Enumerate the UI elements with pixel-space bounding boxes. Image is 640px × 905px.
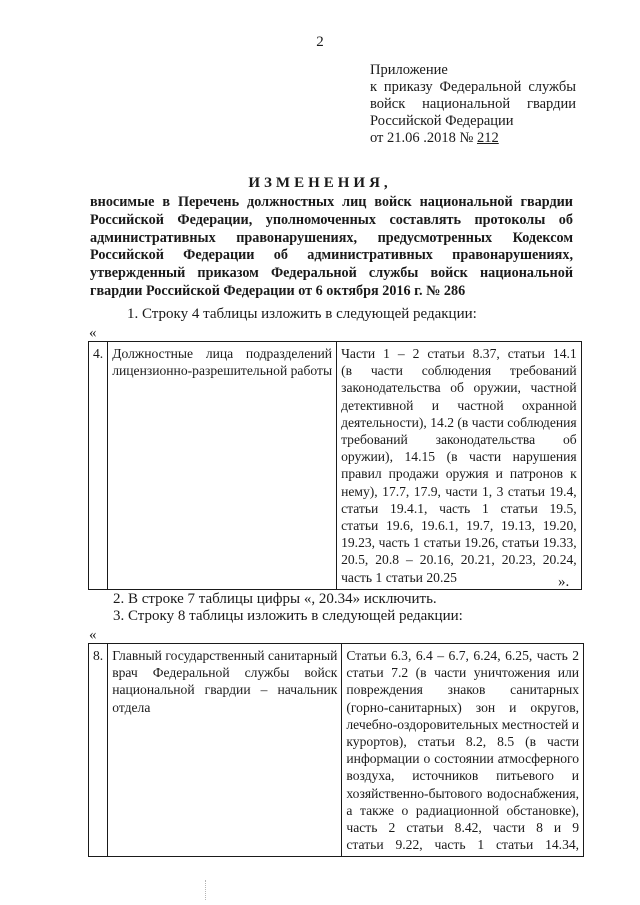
appendix-date-line [370,130,576,147]
scan-artifact [205,880,212,900]
articles-line: воздуха, источников питьевого и [346,768,580,784]
articles-line: детективной и частной охранной [341,397,577,413]
subtitle-line: вносимые в Перечень должностных лиц войск национальной гвардии [90,194,573,210]
page-number: 2 [316,34,324,50]
articles-line: статьи 7.2 (в части уничтожения или [346,665,580,681]
document-subtitle [90,194,573,301]
articles-line: хозяйственно-бытового водоснабжения, [346,785,580,801]
official-line: национальной гвардии – начальник [112,682,338,698]
official-cell [108,342,337,590]
official-line: Главный государственный санитарный [112,648,338,663]
table-row-4 [88,341,582,590]
item-3: 3. Строку 8 таблицы изложить в следующей редакции: [113,608,463,624]
articles-line: оружии), 14.15 (в части нарушения [341,449,577,465]
articles-line: лечебно-оздоровительных местностей и [346,716,580,732]
articles-line: информации о состоянии атмосферного [346,751,580,767]
articles-line: деятельности), 14.2 (в части соблюдения [341,414,577,430]
official-line: Должностные лица подразделений [112,346,333,361]
document-title: ИЗМЕНЕНИЯ, [248,175,392,191]
subtitle-line: утвержденный приказом Федеральной службы войск национальной [90,265,573,282]
official-cell [108,644,342,857]
articles-line: (в части соблюдения требований [341,363,577,379]
appendix-line: к приказу Федеральной службы [370,79,576,95]
articles-line: нему), 17.7, 17.9, части 1, 3 статьи 19.4, [341,483,577,499]
articles-line: 19.23, часть 1 статьи 19.26, статьи 19.33, [341,535,577,551]
open-quote: « [89,627,97,643]
articles-line: статьи 19.6, 19.6.1, 19.7, 19.13, 19.20, [341,518,577,534]
articles-line: повреждения знаков санитарных [346,682,580,698]
appendix-line: Приложение [370,62,448,78]
table-row-8 [88,643,584,857]
articles-line: а также о радиационной обстановке), [346,802,580,818]
appendix-date: от 21.06 .2018 № [370,130,474,146]
articles-line: требований законодательства об [341,432,577,448]
row-number: 4. [89,342,108,590]
articles-line: часть 1 статьи 20.25 [341,569,457,585]
subtitle-line: гвардии Российской Федерации от 6 октября 2016 г. № 286 [90,282,466,299]
official-line: врач Федеральной службы войск [112,665,338,681]
appendix-line: войск национальной гвардии [370,96,576,112]
articles-line: часть 2 статьи 8.42, части 8 и 9 [346,820,580,836]
official-line: отдела [112,699,151,715]
articles-cell [342,644,584,857]
item-1: 1. Строку 4 таблицы изложить в следующей редакции: [127,306,477,322]
appendix-block [370,62,576,147]
subtitle-line: Российской Федерации об административных правонарушениях, [90,247,573,264]
articles-line: курортов), статьи 8.2, 8.5 (в части [346,734,580,750]
articles-line: (горно-санитарных) зон и округов, [346,699,580,715]
articles-line: Части 1 – 2 статьи 8.37, статьи 14.1 [341,346,577,361]
appendix-line: Российской Федерации [370,113,514,129]
subtitle-line: Российской Федерации, уполномоченных составлять протоколы об [90,211,573,228]
item-2: 2. В строке 7 таблицы цифры «, 20.34» исключить. [113,591,437,607]
order-number: 212 [476,130,499,146]
articles-line: Статьи 6.3, 6.4 – 6.7, 6.24, 6.25, часть 2 [346,648,580,663]
articles-line: 20.5, 20.8 – 20.16, 20.21, 20.23, 20.24, [341,552,577,568]
open-quote: « [89,325,97,341]
articles-line: статьи 9.22, часть 1 статьи 14.34, [346,837,580,853]
articles-line: законодательства об оружии, частной [341,380,577,396]
official-line: лицензионно-разрешительной работы [112,363,333,379]
close-quote: ». [558,574,570,590]
articles-line: правил продажи оружия и патронов к [341,466,577,482]
subtitle-line: административных правонарушениях, предусмотренных Кодексом [90,229,573,246]
articles-cell [337,342,582,590]
articles-line: статьи 19.4.1, часть 1 статьи 19.5, [341,500,577,516]
row-number: 8. [89,644,108,857]
